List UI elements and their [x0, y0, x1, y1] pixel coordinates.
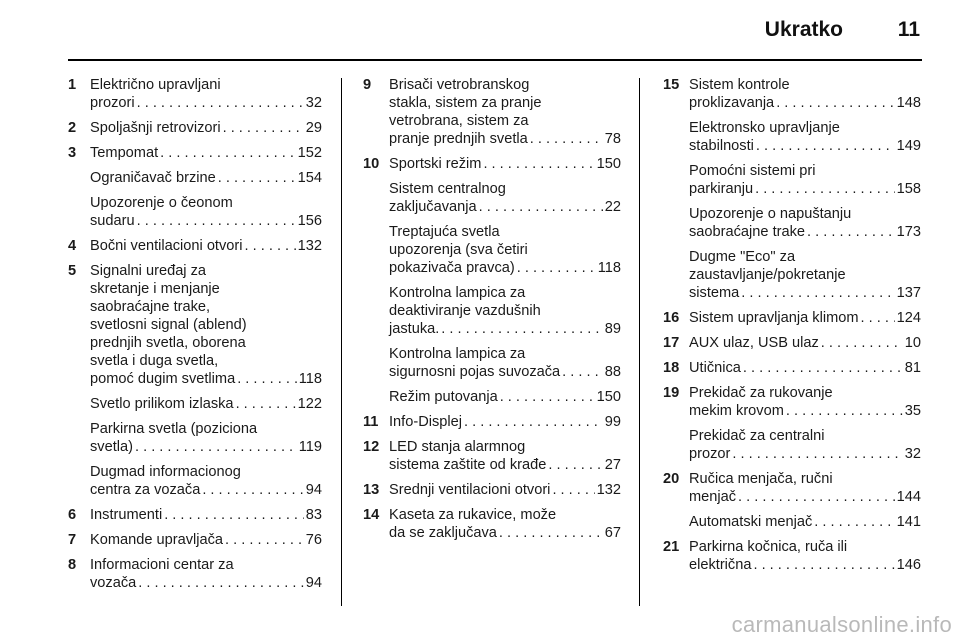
- page-reference[interactable]: 29: [305, 120, 322, 136]
- index-entry[interactable]: [68, 395, 322, 413]
- entry-text-line: Treptajuća svetla: [389, 224, 500, 240]
- dot-leader: [441, 320, 602, 338]
- page-reference[interactable]: 35: [904, 403, 921, 419]
- entry-title: prozori: [90, 95, 135, 111]
- entry-title: sudaru: [90, 213, 135, 229]
- dot-leader: [732, 445, 902, 463]
- entry-title: stabilnosti: [689, 138, 754, 154]
- dot-leader: [479, 198, 603, 216]
- index-entry[interactable]: [68, 237, 322, 255]
- entry-title: pranje prednjih svetla: [389, 131, 528, 147]
- entry-number: 19: [663, 385, 680, 401]
- page-reference[interactable]: 67: [604, 525, 621, 541]
- entry-title: sistema zaštite od krađe: [389, 457, 547, 473]
- index-column-1: [68, 76, 322, 599]
- dot-leader: [776, 94, 894, 112]
- entry-leader-line: [90, 531, 322, 549]
- index-entry[interactable]: [363, 481, 621, 499]
- entry-text-line: Prekidač za centralni: [689, 428, 825, 444]
- dot-leader: [223, 119, 304, 137]
- entry-text-line: Brisači vetrobranskog: [389, 77, 530, 93]
- entry-title: sigurnosni pojas suvozača: [389, 364, 561, 380]
- entry-number: 4: [68, 238, 77, 254]
- entry-leader-line: [689, 513, 921, 531]
- column-divider-1: [341, 78, 342, 606]
- entry-text-line: Elektronsko upravljanje: [689, 120, 840, 136]
- entry-title: svetla): [90, 439, 133, 455]
- header-rule: [68, 59, 922, 61]
- entry-title: Automatski menjač: [689, 514, 813, 530]
- index-entry[interactable]: [663, 427, 921, 463]
- page-reference[interactable]: 27: [604, 457, 621, 473]
- index-entry[interactable]: [363, 506, 621, 542]
- index-entry[interactable]: [663, 359, 921, 377]
- entry-title: Srednji ventilacioni otvori: [389, 482, 551, 498]
- entry-number: 15: [663, 77, 680, 93]
- entry-text-line: prednjih svetla, oborena: [90, 335, 246, 351]
- page-reference[interactable]: 10: [904, 335, 921, 351]
- index-entry[interactable]: [663, 384, 921, 420]
- entry-number: 14: [363, 507, 380, 523]
- dot-leader: [137, 212, 296, 230]
- entry-title: Sistem upravljanja klimom: [689, 310, 859, 326]
- index-entry[interactable]: [363, 413, 621, 431]
- entry-leader-line: [90, 237, 322, 255]
- entry-leader-line: [689, 488, 921, 506]
- index-entry[interactable]: [663, 248, 921, 302]
- entry-title: sistema: [689, 285, 740, 301]
- dot-leader: [500, 388, 595, 406]
- entry-leader-line: [389, 198, 621, 216]
- index-entry[interactable]: [68, 531, 322, 549]
- entry-leader-line: [389, 524, 621, 542]
- entry-leader-line: [689, 180, 921, 198]
- entry-number: 5: [68, 263, 77, 279]
- entry-title: Instrumenti: [90, 507, 163, 523]
- dot-leader: [821, 334, 903, 352]
- page-reference[interactable]: 118: [597, 260, 621, 276]
- page-reference[interactable]: 32: [305, 95, 322, 111]
- page-reference[interactable]: 22: [604, 199, 621, 215]
- entry-text-line: vetrobrana, sistem za: [389, 113, 529, 129]
- index-entry[interactable]: [363, 76, 621, 148]
- entry-number: 9: [363, 77, 372, 93]
- entry-text-line: Informacioni centar za: [90, 557, 234, 573]
- entry-text-line: Ručica menjača, ručni: [689, 471, 833, 487]
- entry-title: Ograničavač brzine: [90, 170, 216, 186]
- entry-leader-line: [389, 413, 621, 431]
- dot-leader: [135, 438, 297, 456]
- entry-leader-line: [389, 155, 621, 173]
- page-reference[interactable]: 78: [604, 131, 621, 147]
- page-reference[interactable]: 132: [596, 482, 621, 498]
- dot-leader: [548, 456, 602, 474]
- entry-leader-line: [90, 370, 322, 388]
- entry-leader-line: [689, 556, 921, 574]
- entry-text-line: Signalni uređaj za: [90, 263, 207, 279]
- entry-text-line: Kaseta za rukavice, može: [389, 507, 557, 523]
- entry-number: 20: [663, 471, 680, 487]
- entry-text-line: zaustavljanje/pokretanje: [689, 267, 846, 283]
- index-entry[interactable]: [363, 223, 621, 277]
- index-entry[interactable]: [68, 463, 322, 499]
- index-entry[interactable]: [68, 144, 322, 162]
- entry-leader-line: [389, 130, 621, 148]
- index-entry[interactable]: [663, 538, 921, 574]
- entry-title: AUX ulaz, USB ulaz: [689, 335, 819, 351]
- page-reference[interactable]: 150: [596, 156, 621, 172]
- entry-title: Tempomat: [90, 145, 159, 161]
- dot-leader: [160, 144, 296, 162]
- watermark: carmanualsonline.info: [731, 612, 952, 637]
- index-entry[interactable]: [68, 169, 322, 187]
- dot-leader: [738, 488, 895, 506]
- index-entry[interactable]: [663, 513, 921, 531]
- entry-title: Bočni ventilacioni otvori: [90, 238, 243, 254]
- entry-title: menjač: [689, 489, 737, 505]
- entry-leader-line: [90, 212, 322, 230]
- entry-title: jastuka.: [389, 321, 440, 337]
- index-entry[interactable]: [663, 119, 921, 155]
- page-reference[interactable]: 173: [896, 224, 921, 240]
- entry-leader-line: [90, 169, 322, 187]
- dot-leader: [753, 556, 894, 574]
- entry-leader-line: [689, 402, 921, 420]
- entry-title: saobraćajne trake: [689, 224, 806, 240]
- dot-leader: [517, 259, 596, 277]
- page-reference[interactable]: 148: [896, 95, 921, 111]
- entry-title: vozača: [90, 575, 137, 591]
- page-reference[interactable]: 76: [305, 532, 322, 548]
- entry-leader-line: [90, 395, 322, 413]
- entry-leader-line: [90, 506, 322, 524]
- page-reference[interactable]: 149: [896, 138, 921, 154]
- entry-leader-line: [90, 144, 322, 162]
- entry-leader-line: [90, 438, 322, 456]
- index-entry[interactable]: [663, 309, 921, 327]
- entry-title: parkiranju: [689, 181, 754, 197]
- index-entry[interactable]: [363, 345, 621, 381]
- entry-leader-line: [689, 445, 921, 463]
- index-entry[interactable]: [363, 180, 621, 216]
- entry-title: Sportski režim: [389, 156, 482, 172]
- entry-text-line: Kontrolna lampica za: [389, 285, 526, 301]
- entry-text-line: Sistem centralnog: [389, 181, 506, 197]
- entry-text-line: deaktiviranje vazdušnih: [389, 303, 541, 319]
- entry-leader-line: [689, 284, 921, 302]
- page-reference[interactable]: 141: [896, 514, 921, 530]
- index-entry[interactable]: [363, 284, 621, 338]
- entry-number: 21: [663, 539, 680, 555]
- entry-leader-line: [689, 334, 921, 352]
- dot-leader: [743, 359, 903, 377]
- index-entry[interactable]: [68, 420, 322, 456]
- dot-leader: [483, 155, 594, 173]
- dot-leader: [164, 506, 304, 524]
- entry-leader-line: [689, 359, 921, 377]
- entry-leader-line: [689, 137, 921, 155]
- entry-leader-line: [689, 223, 921, 241]
- entry-number: 18: [663, 360, 680, 376]
- entry-text-line: Kontrolna lampica za: [389, 346, 526, 362]
- page-reference[interactable]: 144: [896, 489, 921, 505]
- entry-leader-line: [90, 119, 322, 137]
- page-header: [0, 18, 960, 48]
- dot-leader: [237, 370, 297, 388]
- entry-number: 6: [68, 507, 77, 523]
- page-reference[interactable]: 158: [896, 181, 921, 197]
- entry-number: 17: [663, 335, 680, 351]
- entry-text-line: svetla i duga svetla,: [90, 353, 219, 369]
- entry-leader-line: [689, 309, 921, 327]
- dot-leader: [236, 395, 296, 413]
- index-entry[interactable]: [663, 470, 921, 506]
- entry-title: prozor: [689, 446, 731, 462]
- dot-leader: [755, 180, 895, 198]
- entry-text-line: LED stanja alarmnog: [389, 439, 526, 455]
- entry-text-line: Dugme "Eco" za: [689, 249, 796, 265]
- page-reference[interactable]: 146: [896, 557, 921, 573]
- entry-text-line: Prekidač za rukovanje: [689, 385, 833, 401]
- index-entry[interactable]: [663, 334, 921, 352]
- entry-number: 13: [363, 482, 380, 498]
- dot-leader: [499, 524, 603, 542]
- page-reference[interactable]: 150: [596, 389, 621, 405]
- index-entry[interactable]: [363, 388, 621, 406]
- dot-leader: [138, 574, 304, 592]
- entry-text-line: svetlosni signal (ablend): [90, 317, 247, 333]
- index-entry[interactable]: [68, 262, 322, 388]
- index-entry[interactable]: [68, 556, 322, 592]
- entry-number: 2: [68, 120, 77, 136]
- dot-leader: [786, 402, 903, 420]
- entry-title: proklizavanja: [689, 95, 775, 111]
- entry-leader-line: [389, 320, 621, 338]
- index-entry[interactable]: [68, 194, 322, 230]
- page-reference[interactable]: 94: [305, 482, 322, 498]
- dot-leader: [245, 237, 296, 255]
- index-entry[interactable]: [363, 438, 621, 474]
- page-reference[interactable]: 124: [896, 310, 921, 326]
- entry-title: zaključavanja: [389, 199, 477, 215]
- dot-leader: [756, 137, 895, 155]
- entry-title: pokazivača pravca): [389, 260, 515, 276]
- page-reference[interactable]: 81: [904, 360, 921, 376]
- index-entry[interactable]: [663, 162, 921, 198]
- dot-leader: [741, 284, 894, 302]
- index-column-2: [363, 76, 621, 549]
- page-reference[interactable]: 32: [904, 446, 921, 462]
- entry-title: Režim putovanja: [389, 389, 498, 405]
- index-column-3: [663, 76, 921, 581]
- page-reference[interactable]: 83: [305, 507, 322, 523]
- dot-leader: [218, 169, 296, 187]
- index-entry[interactable]: [663, 205, 921, 241]
- entry-title: Svetlo prilikom izlaska: [90, 396, 234, 412]
- entry-number: 8: [68, 557, 77, 573]
- column-divider-2: [639, 78, 640, 606]
- page-number: 11: [897, 18, 920, 41]
- entry-text-line: Dugmad informacionog: [90, 464, 241, 480]
- entry-number: 16: [663, 310, 680, 326]
- entry-text-line: skretanje i menjanje: [90, 281, 220, 297]
- entry-text-line: Upozorenje o čeonom: [90, 195, 233, 211]
- page-reference[interactable]: 119: [298, 439, 322, 455]
- dot-leader: [552, 481, 594, 499]
- entry-leader-line: [90, 94, 322, 112]
- entry-title: Utičnica: [689, 360, 741, 376]
- entry-title: Komande upravljača: [90, 532, 224, 548]
- page-reference[interactable]: 89: [604, 321, 621, 337]
- entry-text-line: saobraćajne trake,: [90, 299, 211, 315]
- index-entry[interactable]: [68, 506, 322, 524]
- page-reference[interactable]: 154: [297, 170, 322, 186]
- dot-leader: [861, 309, 895, 327]
- entry-leader-line: [90, 481, 322, 499]
- page-reference[interactable]: 88: [604, 364, 621, 380]
- index-entry[interactable]: [68, 76, 322, 112]
- dot-leader: [814, 513, 894, 531]
- page-reference[interactable]: 99: [604, 414, 621, 430]
- entry-leader-line: [389, 456, 621, 474]
- index-entry[interactable]: [363, 155, 621, 173]
- entry-number: 1: [68, 77, 77, 93]
- page-title: Ukratko: [764, 18, 843, 41]
- dot-leader: [562, 363, 603, 381]
- dot-leader: [464, 413, 603, 431]
- entry-leader-line: [689, 94, 921, 112]
- dot-leader: [807, 223, 895, 241]
- page-reference[interactable]: 152: [297, 145, 322, 161]
- entry-number: 7: [68, 532, 77, 548]
- page-reference[interactable]: 137: [896, 285, 921, 301]
- entry-leader-line: [389, 481, 621, 499]
- entry-text-line: Upozorenje o napuštanju: [689, 206, 852, 222]
- entry-number: 10: [363, 156, 380, 172]
- dot-leader: [225, 531, 304, 549]
- entry-title: da se zaključava: [389, 525, 497, 541]
- dot-leader: [137, 94, 304, 112]
- entry-title: električna: [689, 557, 752, 573]
- entry-leader-line: [389, 363, 621, 381]
- entry-title: mekim krovom: [689, 403, 784, 419]
- entry-text-line: Sistem kontrole: [689, 77, 790, 93]
- entry-leader-line: [389, 388, 621, 406]
- entry-text-line: Parkirna svetla (poziciona: [90, 421, 258, 437]
- page-reference[interactable]: 122: [297, 396, 322, 412]
- dot-leader: [530, 130, 603, 148]
- entry-leader-line: [389, 259, 621, 277]
- index-entry[interactable]: [663, 76, 921, 112]
- entry-number: 3: [68, 145, 77, 161]
- entry-text-line: Pomoćni sistemi pri: [689, 163, 816, 179]
- entry-text-line: Parkirna kočnica, ruča ili: [689, 539, 848, 555]
- entry-title: Info-Displej: [389, 414, 462, 430]
- entry-title: centra za vozača: [90, 482, 201, 498]
- entry-title: pomoć dugim svetlima: [90, 371, 236, 387]
- entry-text-line: Električno upravljani: [90, 77, 221, 93]
- entry-number: 12: [363, 439, 380, 455]
- entry-text-line: upozorenja (sva četiri: [389, 242, 528, 258]
- index-entry[interactable]: [68, 119, 322, 137]
- dot-leader: [202, 481, 303, 499]
- entry-number: 11: [363, 414, 379, 430]
- entry-text-line: stakla, sistem za pranje: [389, 95, 542, 111]
- page-reference[interactable]: 118: [298, 371, 322, 387]
- page-reference[interactable]: 94: [305, 575, 322, 591]
- entry-leader-line: [90, 574, 322, 592]
- page-reference[interactable]: 156: [297, 213, 322, 229]
- entry-title: Spoljašnji retrovizori: [90, 120, 221, 136]
- page-reference[interactable]: 132: [297, 238, 322, 254]
